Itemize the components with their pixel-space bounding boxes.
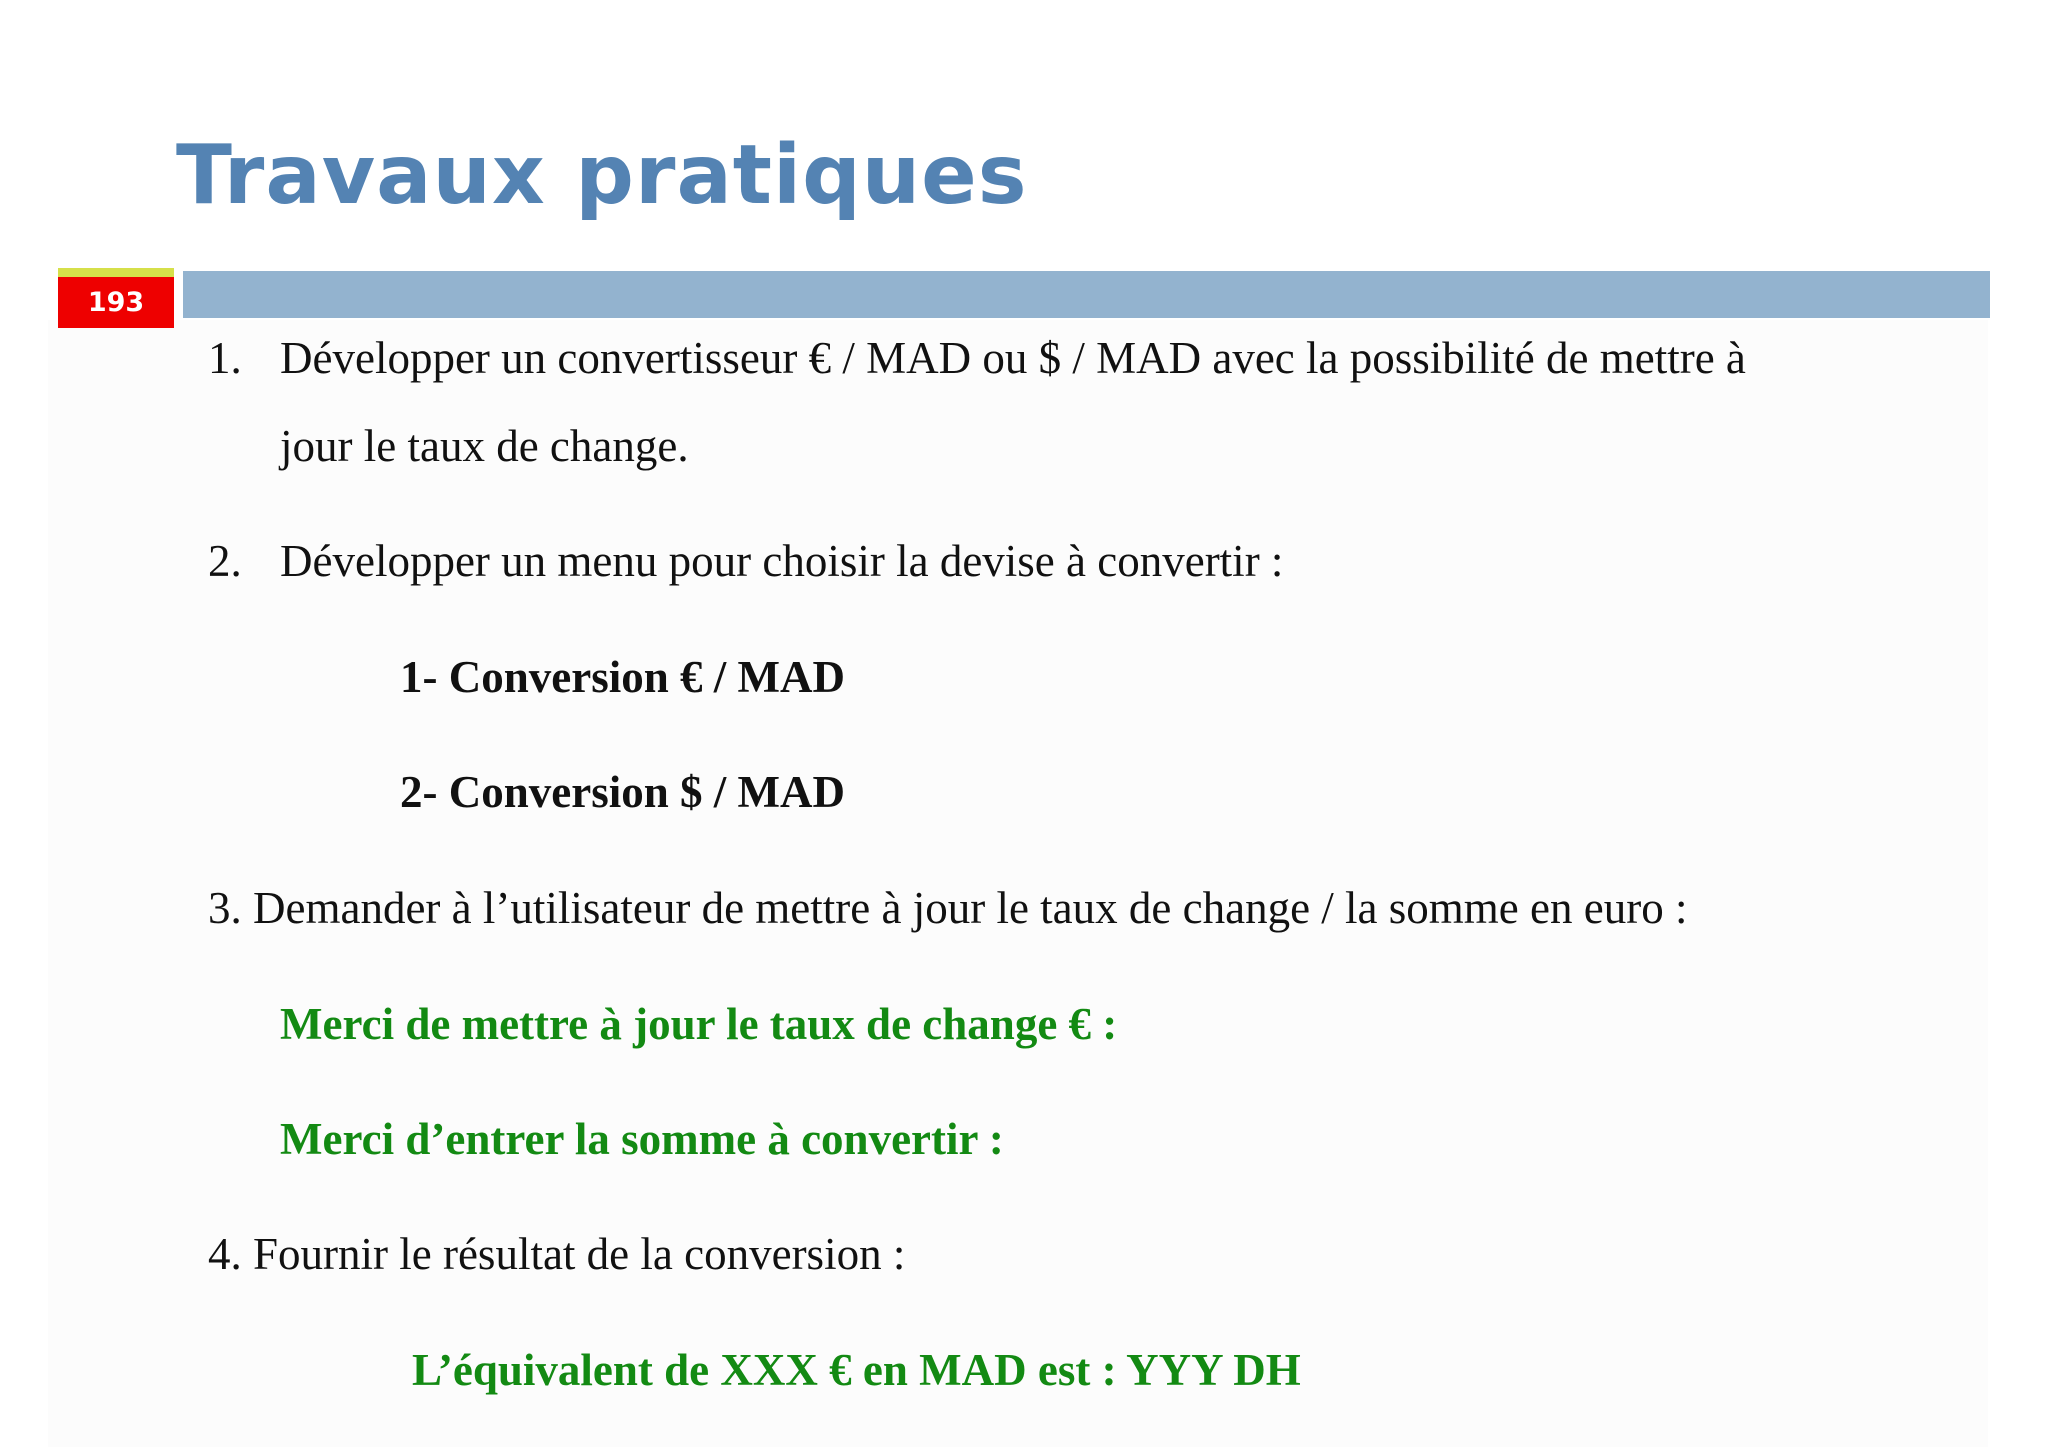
- item-2-number: 2.: [208, 536, 242, 586]
- item-2-text: Développer un menu pour choisir la devise à convertir :: [280, 536, 1284, 586]
- menu-option-2: 2- Conversion $ / MAD: [400, 767, 845, 817]
- badge-accent-strip: [58, 268, 174, 277]
- item-4-text: 4. Fournir le résultat de la conversion :: [208, 1229, 906, 1279]
- page-number-badge: [58, 268, 174, 328]
- item-1-line-2: jour le taux de change.: [280, 421, 689, 471]
- conversion-result: L’équivalent de XXX € en MAD est : YYY DH: [412, 1345, 1301, 1395]
- page-number: 193: [58, 277, 174, 328]
- item-1-line-1: Développer un convertisseur € / MAD ou $ / MAD avec la possibilité de mettre à: [280, 333, 1746, 383]
- menu-option-1: 1- Conversion € / MAD: [400, 652, 845, 702]
- item-3-text: 3. Demander à l’utilisateur de mettre à jour le taux de change / la somme en euro :: [208, 883, 1688, 933]
- prompt-amount: Merci d’entrer la somme à convertir :: [280, 1114, 1004, 1164]
- slide-title: Travaux pratiques: [176, 128, 1028, 223]
- header-bar: [183, 271, 1990, 318]
- item-1-number: 1.: [208, 333, 242, 383]
- prompt-exchange-rate: Merci de mettre à jour le taux de change € :: [280, 999, 1118, 1049]
